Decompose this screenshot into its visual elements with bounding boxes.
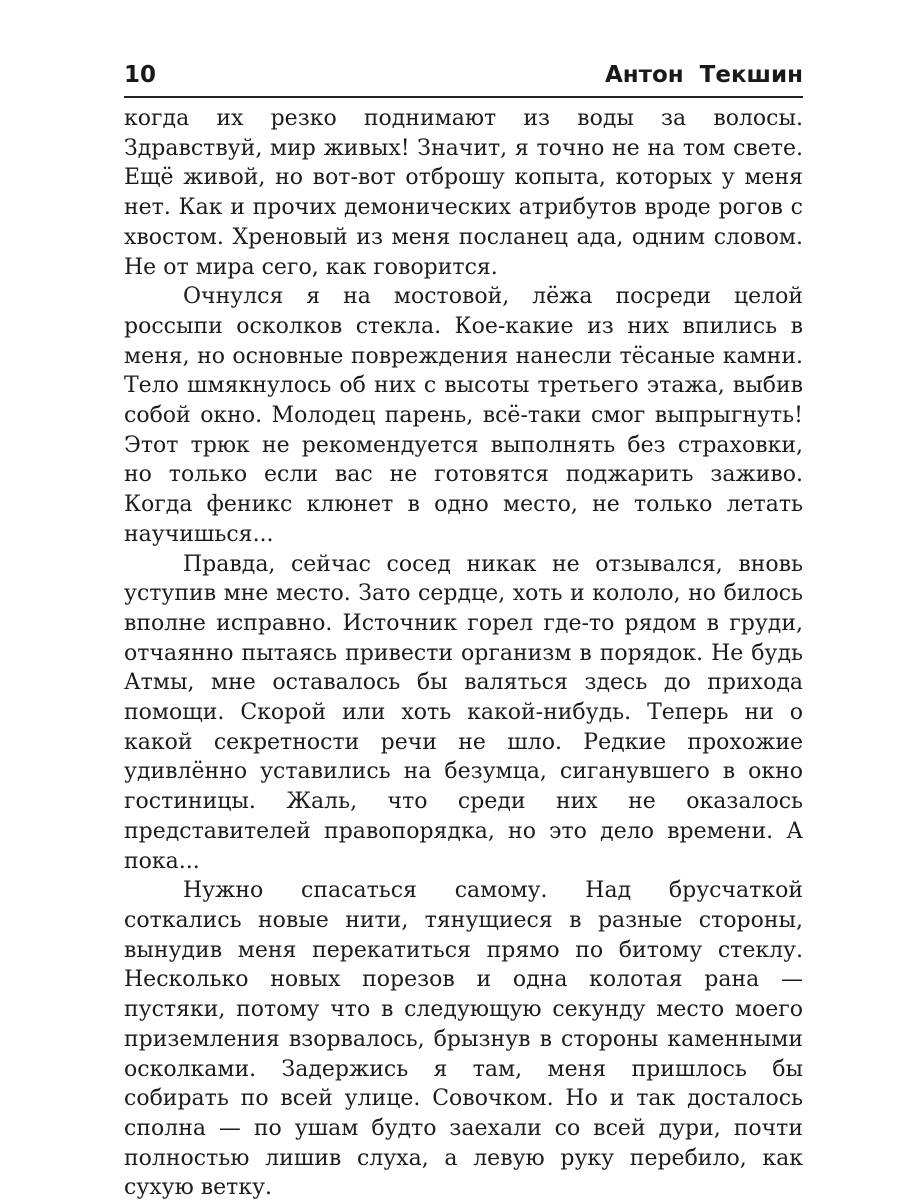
header-rule: [124, 96, 803, 98]
body-text: [124, 104, 803, 1203]
paragraph: Нужно спасаться самому. Над брусчаткой соткались новые нити, тянущиеся в разные стороны, вынудив меня перекатиться прямо по битому стеклу. Несколько новых порезов и одна колотая рана — пустяки, потому что в следующую секунду место моего приземления взорвалось, брызнув в стороны каменными осколками. Задержись я там, меня пришлось бы собирать по всей улице. Совочком. Но и так досталось сполна — по ушам будто заехали со всей дури, почти полностью лишив слуха, а левую руку перебило, как сухую ветку.: [124, 878, 803, 1201]
page-number: 10: [124, 62, 157, 88]
paragraph: Очнулся я на мостовой, лёжа посреди целой россыпи осколков стекла. Кое-какие из них впились в меня, но основные повреждения нанесли тёсаные камни. Тело шмякнулось об них с высоты третьего этажа, выбив собой окно. Молодец парень, всё-таки смог выпрыгнуть! Этот трюк не рекомендуется выполнять без страховки, но только если вас не готовятся поджарить заживо. Когда феникс клюнет в одно место, не только летать научишься...: [124, 284, 803, 547]
paragraph: Правда, сейчас сосед никак не отзывался, вновь уступив мне место. Зато сердце, хоть и кололо, но билось вполне исправно. Источник горел где-то рядом в груди, отчаянно пытаясь привести организм в порядок. Не будь Атмы, мне оставалось бы валяться здесь до прихода помощи. Скорой или хоть какой-нибудь. Теперь ни о какой секретности речи не шло. Редкие прохожие удивлённо уставились на безумца, сиганувшего в окно гостиницы. Жаль, что среди них не оказалось представителей правопорядка, но это дело времени. А пока...: [124, 551, 803, 874]
paragraph-continued: когда их резко поднимают из воды за волосы. Здравствуй, мир живых! Значит, я точно не на том свете. Ещё живой, но вот-вот отброшу копыта, которых у меня нет. Как и прочих демонических атрибутов вроде рогов с хвостом. Хреновый из меня посланец ада, одним словом. Не от мира сего, как говорится.: [124, 106, 803, 280]
author-name: Антон Текшин: [604, 62, 803, 88]
running-head: [124, 55, 803, 95]
